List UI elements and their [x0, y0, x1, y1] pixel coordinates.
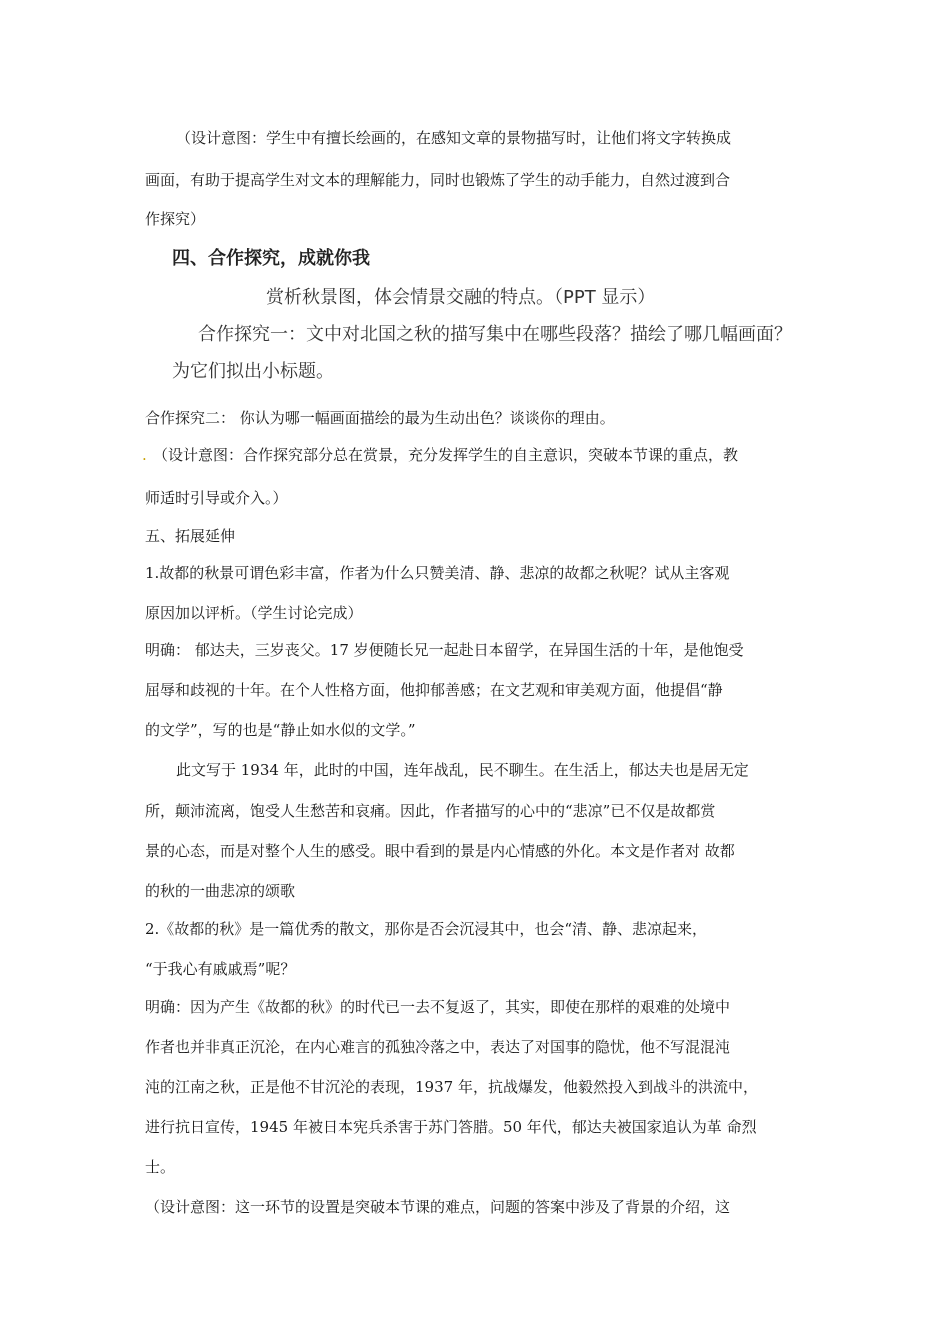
question-2-line-1: 2.《故都的秋》是一篇优秀的散文，那你是否会沉浸其中，也会“清、静、悲凉起来， [145, 920, 707, 938]
question-2-line-2: “于我心有戚戚焉”呢？ [145, 960, 296, 978]
section-4-heading: 四、合作探究，成就你我 [172, 248, 370, 269]
answer-2-line-3: 沌的江南之秋，正是他不甘沉沦的表现，1937 年，抗战爆发，他毅然投入到战斗的洪流中， [145, 1078, 758, 1096]
design-intent-1-line-3: 作探究） [145, 210, 206, 228]
answer-1-para-2-line-1: 此文写于 1934 年，此时的中国，连年战乱，民不聊生。在生活上，郁达夫也是居无定 [176, 761, 749, 779]
answer-1-line-2: 屈辱和歧视的十年。在个人性格方面，他抑郁善感；在文艺观和审美观方面，他提倡“静 [145, 681, 723, 699]
section-5-heading: 五、拓展延伸 [145, 527, 236, 545]
design-intent-1-line-2: 画面，有助于提高学生对文本的理解能力，同时也锻炼了学生的动手能力，自然过渡到合 [145, 171, 731, 189]
question-1-line-2: 原因加以评析。（学生讨论完成） [145, 604, 363, 622]
answer-1-line-3: 的文学”，写的也是“静止如水似的文学。” [145, 721, 416, 739]
design-intent-1-line-1: （设计意图：学生中有擅长绘画的，在感知文章的景物描写时，让他们将文字转换成 [176, 129, 732, 147]
answer-1-para-2-line-2: 所，颠沛流离，饱受人生愁苦和哀痛。因此，作者描写的心中的“悲凉”已不仅是故都赏 [145, 802, 716, 820]
design-intent-3-line-1: （设计意图：这一环节的设置是突破本节课的难点，问题的答案中涉及了背景的介绍，这 [145, 1198, 731, 1216]
question-1-line-1: 1.故都的秋景可谓色彩丰富，作者为什么只赞美清、静、悲凉的故都之秋呢？试从主客观 [145, 564, 730, 582]
answer-1-para-2-line-4: 的秋的一曲悲凉的颂歌 [145, 882, 296, 900]
inquiry-2-line: 合作探究二： 你认为哪一幅画面描绘的最为生动出色？谈谈你的理由。 [145, 409, 615, 427]
answer-2-line-4: 进行抗日宣传，1945 年被日本宪兵杀害于苏门答腊。50 年代，郁达夫被国家追认为革 命烈 [145, 1118, 757, 1136]
inquiry-1-line-1: 合作探究一：文中对北国之秋的描写集中在哪些段落？描绘了哪几幅画面？ [198, 324, 792, 345]
design-intent-2-line-2: 师适时引导或介入。） [145, 489, 288, 507]
dot-marker: . [142, 446, 147, 464]
answer-2-line-2: 作者也并非真正沉沦，在内心难言的孤独冷落之中，表达了对国事的隐忧，他不写混混沌 [145, 1038, 731, 1056]
answer-2-line-1: 明确：因为产生《故都的秋》的时代已一去不复返了，其实，即使在那样的艰难的处境中 [145, 998, 731, 1016]
design-intent-2-line-1: （设计意图：合作探究部分总在赏景，充分发挥学生的自主意识，突破本节课的重点，教 [153, 446, 739, 464]
answer-1-line-1: 明确： 郁达夫，三岁丧父。17 岁便随长兄一起赴日本留学，在异国生活的十年，是他饱受 [145, 641, 744, 659]
inquiry-1-line-2: 为它们拟出小标题。 [172, 361, 334, 382]
ppt-appreciation-line: 赏析秋景图，体会情景交融的特点。（PPT 显示） [266, 287, 656, 308]
answer-2-line-5: 士。 [145, 1158, 176, 1176]
answer-1-para-2-line-3: 景的心态，而是对整个人生的感受。眼中看到的景是内心情感的外化。本文是作者对 故都 [145, 842, 735, 860]
